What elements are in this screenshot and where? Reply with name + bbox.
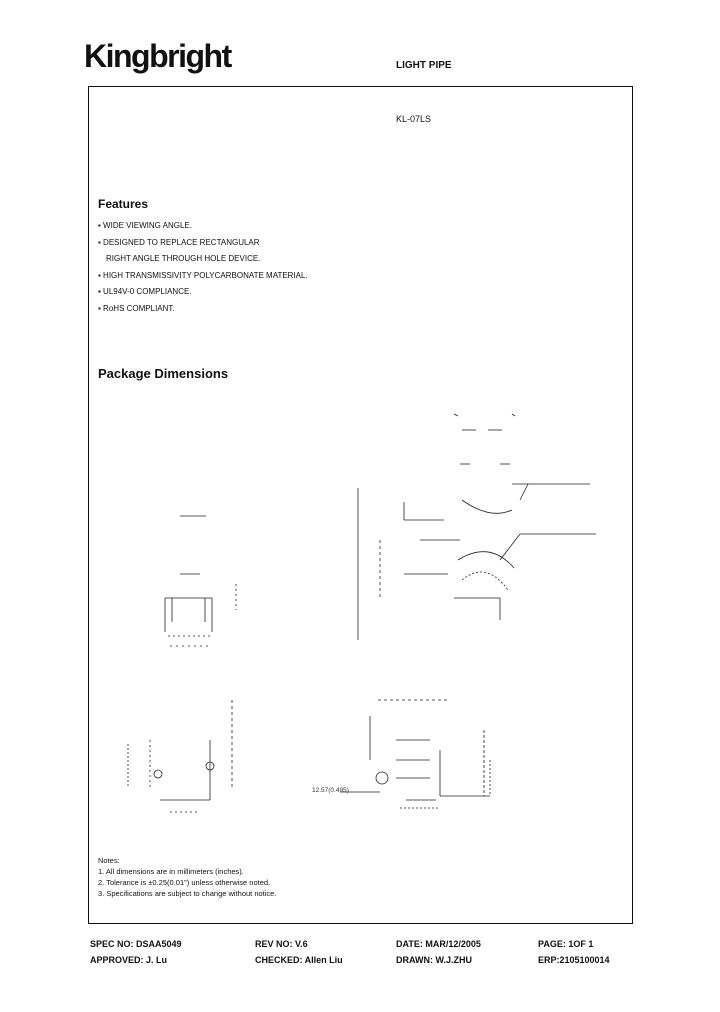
kingbright-logo: Kingbright (84, 38, 231, 74)
bottom-view-left (128, 700, 232, 812)
front-view-outline (165, 516, 236, 646)
approved-by: APPROVED: J. Lu (90, 955, 168, 965)
erp-number: ERP:2105100014 (538, 955, 610, 965)
revision-number: REV NO: V.6 (255, 939, 308, 949)
package-dimensions-heading: Package Dimensions (98, 366, 229, 381)
feature-item: ▪ DESIGNED TO REPLACE RECTANGULAR (98, 237, 260, 247)
note-line: 2. Tolerance is ±0.25(0.01") unless otherwise noted. (98, 878, 271, 887)
note-line: 3. Specifications are subject to change without notice. (98, 889, 277, 898)
feature-item: ▪ RoHS COMPLIANT. (98, 303, 175, 313)
note-line: 1. All dimensions are in millimeters (inches). (98, 867, 244, 876)
part-number: KL-07LS (396, 114, 432, 124)
page-number: PAGE: 1OF 1 (538, 939, 594, 949)
feature-item: ▪ UL94V-0 COMPLIANCE. (98, 287, 192, 297)
feature-item: RIGHT ANGLE THROUGH HOLE DEVICE. (106, 254, 261, 264)
notes-block (98, 855, 276, 899)
spec-number: SPEC NO: DSAA5049 (90, 939, 182, 949)
drawn-by: DRAWN: W.J.ZHU (396, 955, 472, 965)
feature-item: ▪ HIGH TRANSMISSIVITY POLYCARBONATE MATERIAL. (98, 270, 308, 280)
bottom-dimension-label: 12.57(0.495) (312, 787, 349, 794)
document-date: DATE: MAR/12/2005 (396, 939, 481, 949)
feature-item: ▪ WIDE VIEWING ANGLE. (98, 221, 192, 230)
checked-by: CHECKED: Allen Liu (255, 955, 343, 965)
side-view-outline (358, 414, 596, 640)
notes-heading: Notes: (98, 856, 120, 865)
bottom-view-right (340, 700, 490, 808)
document-title: LIGHT PIPE (396, 60, 452, 71)
features-heading: Features (98, 197, 149, 211)
